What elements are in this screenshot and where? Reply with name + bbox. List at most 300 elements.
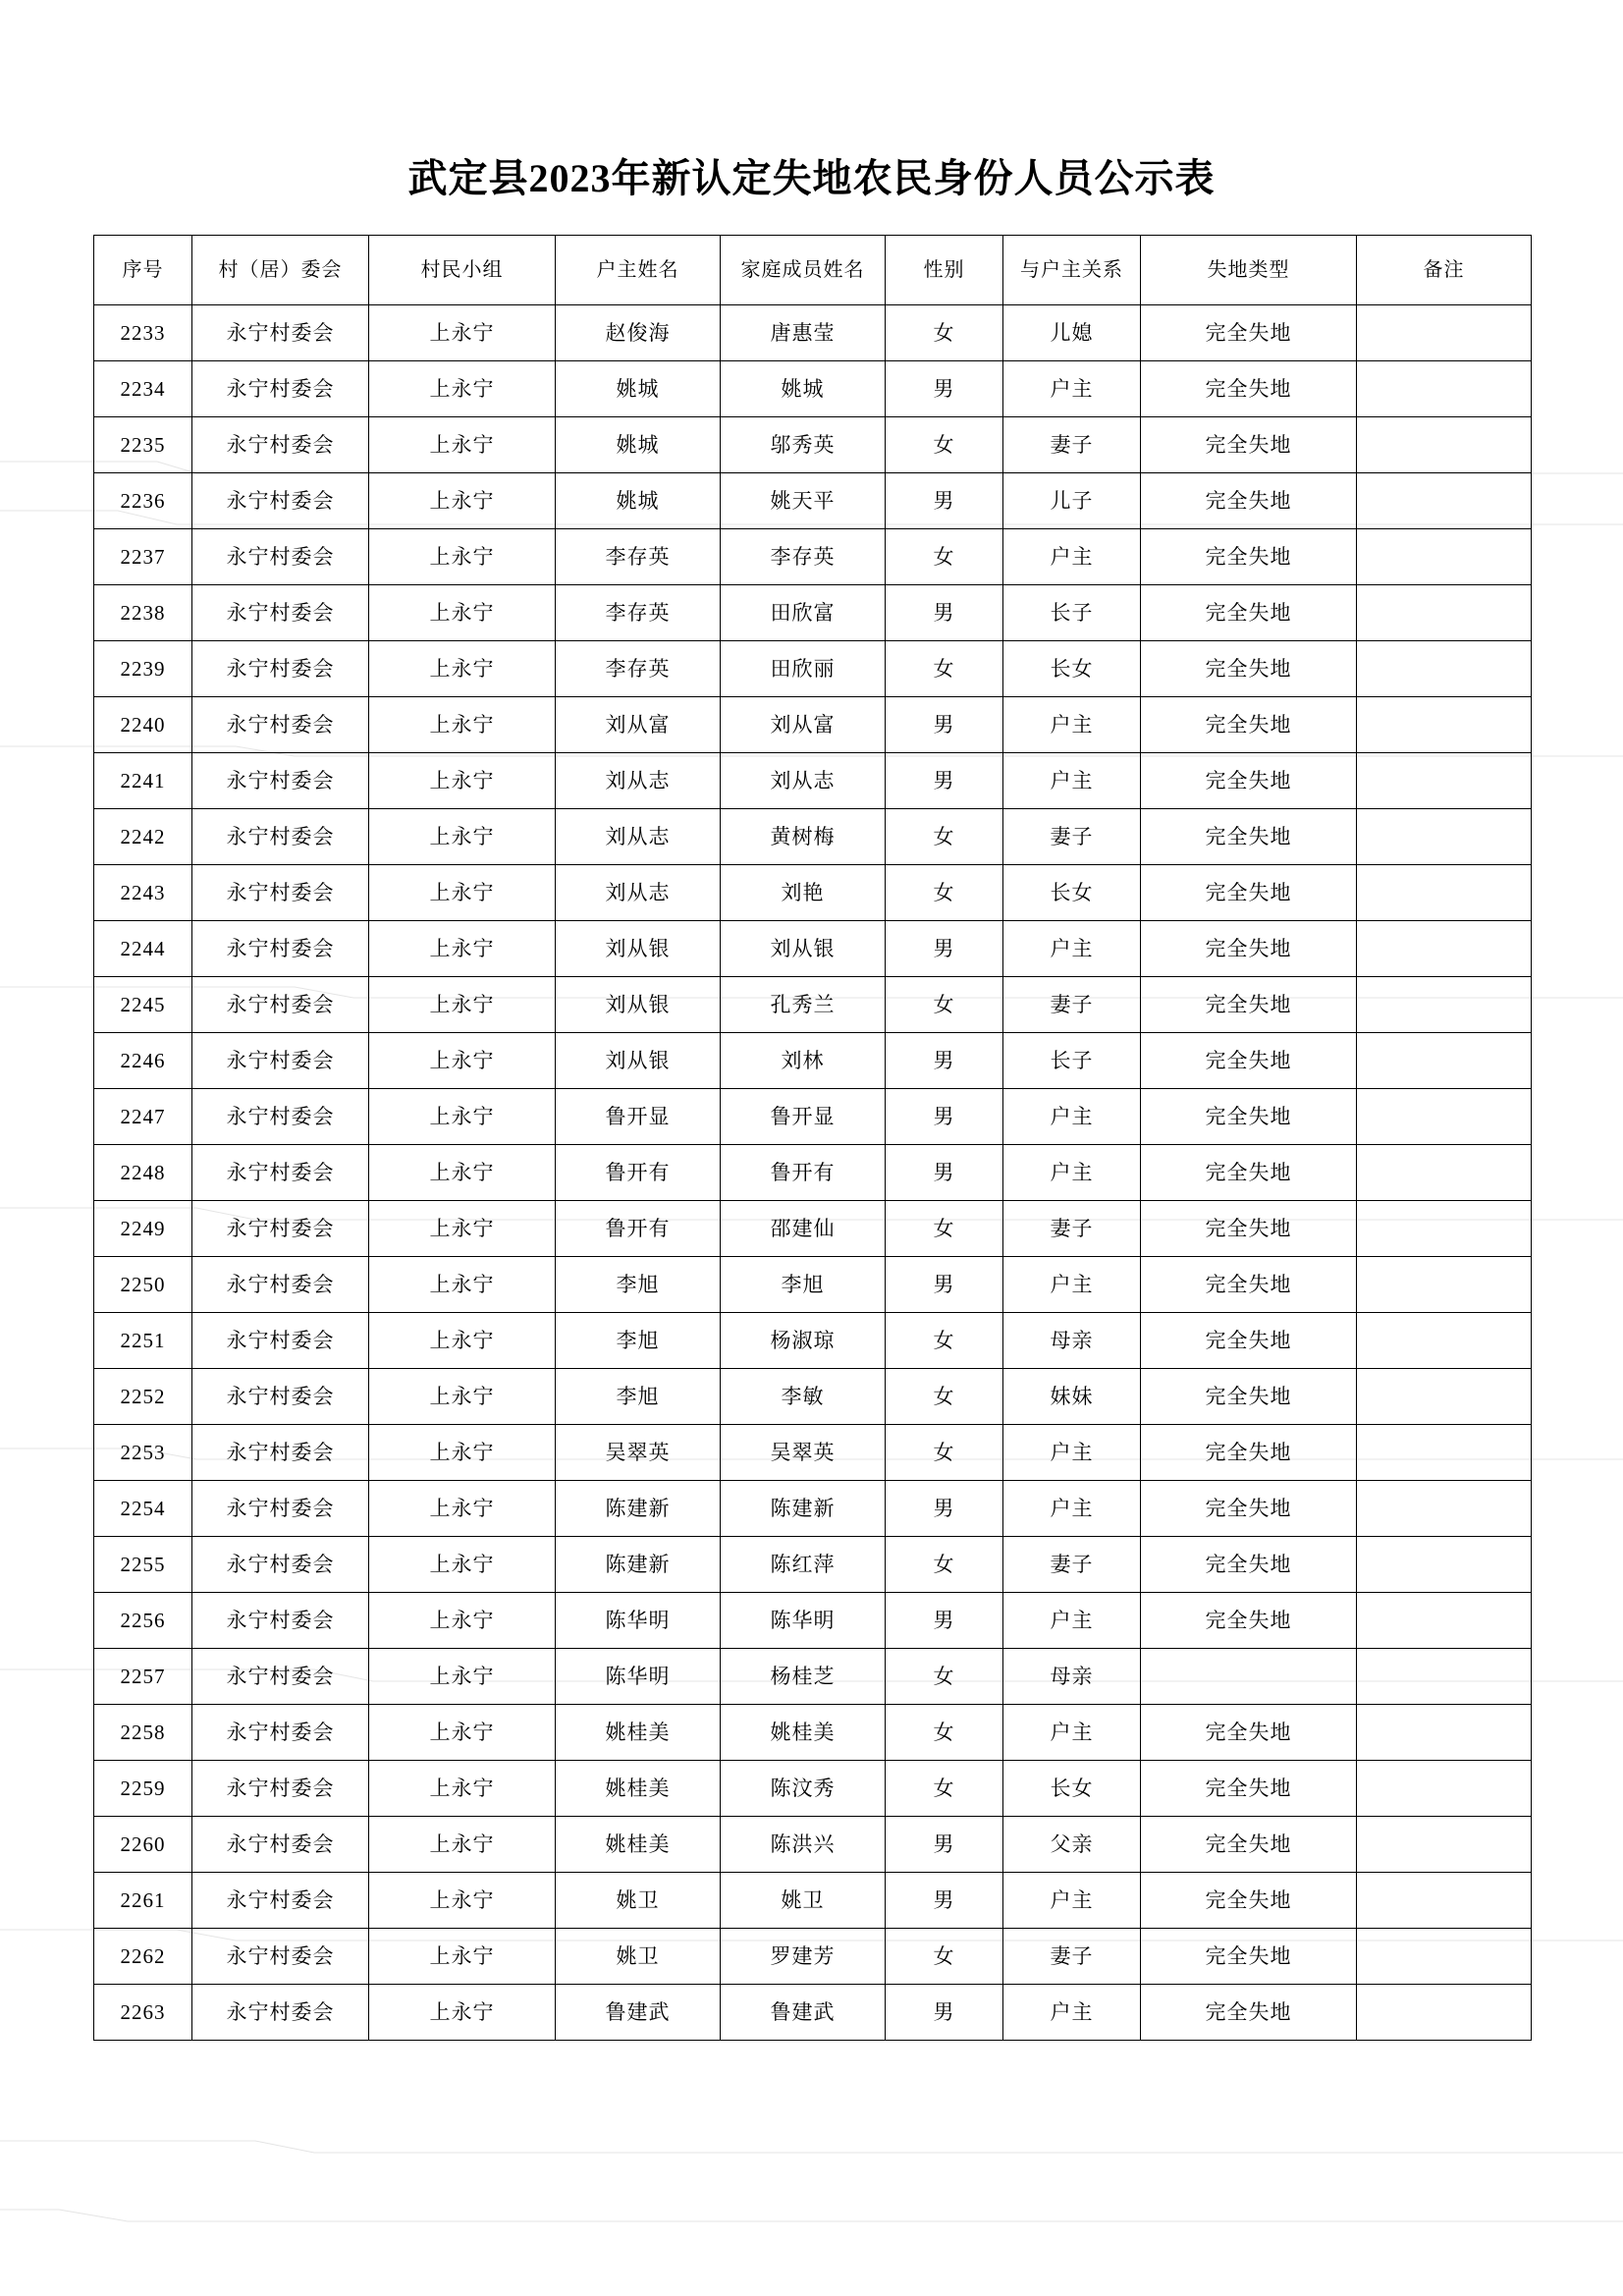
cell-gender: 男 — [886, 1257, 1003, 1313]
cell-villager-group: 上永宁 — [369, 809, 556, 865]
cell-remarks — [1357, 529, 1532, 585]
cell-index: 2252 — [94, 1369, 192, 1425]
column-header-remarks: 备注 — [1357, 236, 1532, 305]
cell-land-loss-type: 完全失地 — [1141, 641, 1357, 697]
cell-index: 2236 — [94, 473, 192, 529]
cell-village-committee: 永宁村委会 — [192, 1369, 369, 1425]
cell-householder-name: 陈华明 — [556, 1649, 721, 1705]
cell-householder-name: 李旭 — [556, 1257, 721, 1313]
cell-index: 2258 — [94, 1705, 192, 1761]
cell-village-committee: 永宁村委会 — [192, 1425, 369, 1481]
cell-relation: 儿媳 — [1003, 305, 1141, 361]
cell-remarks — [1357, 305, 1532, 361]
cell-villager-group: 上永宁 — [369, 361, 556, 417]
table-row — [94, 1313, 1532, 1369]
cell-remarks — [1357, 1369, 1532, 1425]
cell-relation: 妻子 — [1003, 809, 1141, 865]
cell-relation: 户主 — [1003, 361, 1141, 417]
cell-village-committee: 永宁村委会 — [192, 1817, 369, 1873]
cell-member-name: 鲁建武 — [721, 1985, 886, 2041]
cell-villager-group: 上永宁 — [369, 1593, 556, 1649]
cell-index: 2243 — [94, 865, 192, 921]
cell-householder-name: 李存英 — [556, 529, 721, 585]
cell-householder-name: 姚桂美 — [556, 1705, 721, 1761]
cell-householder-name: 刘从志 — [556, 865, 721, 921]
cell-remarks — [1357, 1033, 1532, 1089]
cell-villager-group: 上永宁 — [369, 697, 556, 753]
cell-index: 2254 — [94, 1481, 192, 1537]
table-row — [94, 1257, 1532, 1313]
cell-index: 2255 — [94, 1537, 192, 1593]
cell-land-loss-type: 完全失地 — [1141, 1425, 1357, 1481]
cell-relation: 户主 — [1003, 1257, 1141, 1313]
cell-member-name: 李敏 — [721, 1369, 886, 1425]
cell-relation: 母亲 — [1003, 1313, 1141, 1369]
cell-land-loss-type: 完全失地 — [1141, 1593, 1357, 1649]
cell-land-loss-type: 完全失地 — [1141, 473, 1357, 529]
table-row — [94, 697, 1532, 753]
cell-index: 2233 — [94, 305, 192, 361]
cell-gender: 女 — [886, 1201, 1003, 1257]
cell-villager-group: 上永宁 — [369, 1985, 556, 2041]
table-row — [94, 1537, 1532, 1593]
cell-land-loss-type: 完全失地 — [1141, 529, 1357, 585]
cell-householder-name: 鲁开有 — [556, 1145, 721, 1201]
cell-land-loss-type: 完全失地 — [1141, 1313, 1357, 1369]
cell-remarks — [1357, 1873, 1532, 1929]
cell-village-committee: 永宁村委会 — [192, 473, 369, 529]
cell-gender: 女 — [886, 865, 1003, 921]
column-header-villager-group: 村民小组 — [369, 236, 556, 305]
cell-relation: 户主 — [1003, 1481, 1141, 1537]
cell-land-loss-type: 完全失地 — [1141, 1033, 1357, 1089]
cell-index: 2257 — [94, 1649, 192, 1705]
cell-index: 2245 — [94, 977, 192, 1033]
cell-householder-name: 李存英 — [556, 641, 721, 697]
cell-remarks — [1357, 473, 1532, 529]
cell-relation: 妻子 — [1003, 1929, 1141, 1985]
cell-village-committee: 永宁村委会 — [192, 305, 369, 361]
cell-remarks — [1357, 753, 1532, 809]
cell-member-name: 田欣丽 — [721, 641, 886, 697]
cell-member-name: 杨淑琼 — [721, 1313, 886, 1369]
column-header-index: 序号 — [94, 236, 192, 305]
table-row — [94, 1369, 1532, 1425]
cell-remarks — [1357, 1649, 1532, 1705]
cell-villager-group: 上永宁 — [369, 1201, 556, 1257]
cell-index: 2238 — [94, 585, 192, 641]
cell-villager-group: 上永宁 — [369, 1033, 556, 1089]
cell-member-name: 刘艳 — [721, 865, 886, 921]
cell-gender: 男 — [886, 473, 1003, 529]
cell-remarks — [1357, 1593, 1532, 1649]
table-row — [94, 1649, 1532, 1705]
cell-villager-group: 上永宁 — [369, 1257, 556, 1313]
cell-village-committee: 永宁村委会 — [192, 1089, 369, 1145]
table-row — [94, 977, 1532, 1033]
cell-land-loss-type: 完全失地 — [1141, 1705, 1357, 1761]
cell-relation: 长子 — [1003, 585, 1141, 641]
cell-gender: 女 — [886, 1369, 1003, 1425]
cell-remarks — [1357, 1313, 1532, 1369]
cell-gender: 女 — [886, 641, 1003, 697]
cell-member-name: 陈汶秀 — [721, 1761, 886, 1817]
table-row — [94, 1481, 1532, 1537]
cell-index: 2246 — [94, 1033, 192, 1089]
cell-householder-name: 姚城 — [556, 361, 721, 417]
cell-index: 2237 — [94, 529, 192, 585]
cell-remarks — [1357, 1705, 1532, 1761]
cell-index: 2251 — [94, 1313, 192, 1369]
cell-index: 2256 — [94, 1593, 192, 1649]
cell-land-loss-type: 完全失地 — [1141, 1257, 1357, 1313]
cell-villager-group: 上永宁 — [369, 1873, 556, 1929]
table-row — [94, 753, 1532, 809]
cell-relation: 长女 — [1003, 1761, 1141, 1817]
cell-member-name: 唐惠莹 — [721, 305, 886, 361]
cell-gender: 女 — [886, 1761, 1003, 1817]
column-header-relation: 与户主关系 — [1003, 236, 1141, 305]
cell-village-committee: 永宁村委会 — [192, 1705, 369, 1761]
cell-index: 2244 — [94, 921, 192, 977]
table-row — [94, 585, 1532, 641]
column-header-member-name: 家庭成员姓名 — [721, 236, 886, 305]
table-row — [94, 1145, 1532, 1201]
cell-gender: 女 — [886, 1425, 1003, 1481]
cell-village-committee: 永宁村委会 — [192, 1257, 369, 1313]
table-row — [94, 529, 1532, 585]
cell-index: 2249 — [94, 1201, 192, 1257]
cell-householder-name: 赵俊海 — [556, 305, 721, 361]
cell-householder-name: 姚城 — [556, 473, 721, 529]
cell-gender: 女 — [886, 417, 1003, 473]
cell-relation: 长女 — [1003, 641, 1141, 697]
cell-villager-group: 上永宁 — [369, 529, 556, 585]
cell-member-name: 陈建新 — [721, 1481, 886, 1537]
cell-member-name: 姚天平 — [721, 473, 886, 529]
cell-village-committee: 永宁村委会 — [192, 529, 369, 585]
cell-land-loss-type: 完全失地 — [1141, 1369, 1357, 1425]
cell-villager-group: 上永宁 — [369, 1089, 556, 1145]
cell-gender: 男 — [886, 1033, 1003, 1089]
cell-village-committee: 永宁村委会 — [192, 1593, 369, 1649]
table-row — [94, 305, 1532, 361]
cell-relation: 户主 — [1003, 753, 1141, 809]
cell-villager-group: 上永宁 — [369, 1705, 556, 1761]
cell-gender: 女 — [886, 1705, 1003, 1761]
cell-householder-name: 鲁开显 — [556, 1089, 721, 1145]
cell-gender: 男 — [886, 585, 1003, 641]
cell-remarks — [1357, 1761, 1532, 1817]
cell-land-loss-type: 完全失地 — [1141, 1985, 1357, 2041]
table-row — [94, 1425, 1532, 1481]
column-header-land-loss-type: 失地类型 — [1141, 236, 1357, 305]
cell-gender: 女 — [886, 977, 1003, 1033]
cell-relation: 户主 — [1003, 1873, 1141, 1929]
table-row — [94, 921, 1532, 977]
table-header-row — [94, 236, 1532, 305]
cell-gender: 女 — [886, 1313, 1003, 1369]
cell-land-loss-type: 完全失地 — [1141, 417, 1357, 473]
cell-gender: 男 — [886, 753, 1003, 809]
cell-householder-name: 陈华明 — [556, 1593, 721, 1649]
cell-remarks — [1357, 1481, 1532, 1537]
cell-index: 2239 — [94, 641, 192, 697]
cell-member-name: 李存英 — [721, 529, 886, 585]
cell-village-committee: 永宁村委会 — [192, 1537, 369, 1593]
cell-householder-name: 姚桂美 — [556, 1761, 721, 1817]
cell-remarks — [1357, 1817, 1532, 1873]
cell-remarks — [1357, 1425, 1532, 1481]
cell-villager-group: 上永宁 — [369, 753, 556, 809]
cell-remarks — [1357, 1257, 1532, 1313]
cell-remarks — [1357, 361, 1532, 417]
table-row — [94, 1929, 1532, 1985]
cell-index: 2263 — [94, 1985, 192, 2041]
table-row — [94, 1985, 1532, 2041]
cell-village-committee: 永宁村委会 — [192, 977, 369, 1033]
cell-remarks — [1357, 1201, 1532, 1257]
column-header-gender: 性别 — [886, 236, 1003, 305]
cell-gender: 男 — [886, 1593, 1003, 1649]
cell-gender: 男 — [886, 1089, 1003, 1145]
cell-householder-name: 李旭 — [556, 1313, 721, 1369]
cell-remarks — [1357, 809, 1532, 865]
cell-householder-name: 李旭 — [556, 1369, 721, 1425]
cell-gender: 女 — [886, 529, 1003, 585]
cell-index: 2253 — [94, 1425, 192, 1481]
cell-land-loss-type: 完全失地 — [1141, 1089, 1357, 1145]
cell-villager-group: 上永宁 — [369, 1425, 556, 1481]
cell-village-committee: 永宁村委会 — [192, 921, 369, 977]
cell-householder-name: 刘从富 — [556, 697, 721, 753]
cell-village-committee: 永宁村委会 — [192, 641, 369, 697]
table-row — [94, 865, 1532, 921]
cell-village-committee: 永宁村委会 — [192, 1985, 369, 2041]
column-header-village-committee: 村（居）委会 — [192, 236, 369, 305]
cell-relation: 户主 — [1003, 529, 1141, 585]
cell-member-name: 刘从富 — [721, 697, 886, 753]
cell-villager-group: 上永宁 — [369, 1537, 556, 1593]
cell-member-name: 罗建芳 — [721, 1929, 886, 1985]
cell-gender: 男 — [886, 1873, 1003, 1929]
cell-member-name: 邵建仙 — [721, 1201, 886, 1257]
cell-land-loss-type: 完全失地 — [1141, 753, 1357, 809]
cell-index: 2240 — [94, 697, 192, 753]
cell-villager-group: 上永宁 — [369, 417, 556, 473]
cell-village-committee: 永宁村委会 — [192, 1649, 369, 1705]
table-row — [94, 361, 1532, 417]
cell-land-loss-type: 完全失地 — [1141, 977, 1357, 1033]
cell-householder-name: 姚城 — [556, 417, 721, 473]
cell-villager-group: 上永宁 — [369, 1313, 556, 1369]
cell-member-name: 刘林 — [721, 1033, 886, 1089]
cell-relation: 妻子 — [1003, 417, 1141, 473]
table-row — [94, 809, 1532, 865]
cell-householder-name: 刘从银 — [556, 921, 721, 977]
cell-villager-group: 上永宁 — [369, 1649, 556, 1705]
cell-villager-group: 上永宁 — [369, 1369, 556, 1425]
cell-villager-group: 上永宁 — [369, 1929, 556, 1985]
cell-land-loss-type — [1141, 1649, 1357, 1705]
table-row — [94, 1817, 1532, 1873]
cell-land-loss-type: 完全失地 — [1141, 809, 1357, 865]
cell-land-loss-type: 完全失地 — [1141, 1201, 1357, 1257]
cell-member-name: 孔秀兰 — [721, 977, 886, 1033]
cell-village-committee: 永宁村委会 — [192, 1313, 369, 1369]
cell-gender: 男 — [886, 1145, 1003, 1201]
cell-member-name: 陈华明 — [721, 1593, 886, 1649]
cell-villager-group: 上永宁 — [369, 921, 556, 977]
cell-member-name: 陈洪兴 — [721, 1817, 886, 1873]
cell-member-name: 杨桂芝 — [721, 1649, 886, 1705]
cell-relation: 户主 — [1003, 1705, 1141, 1761]
cell-householder-name: 陈建新 — [556, 1481, 721, 1537]
cell-member-name: 姚卫 — [721, 1873, 886, 1929]
cell-relation: 户主 — [1003, 1425, 1141, 1481]
cell-member-name: 陈红萍 — [721, 1537, 886, 1593]
cell-relation: 户主 — [1003, 1985, 1141, 2041]
cell-householder-name: 姚桂美 — [556, 1817, 721, 1873]
cell-land-loss-type: 完全失地 — [1141, 697, 1357, 753]
cell-gender: 男 — [886, 1985, 1003, 2041]
cell-remarks — [1357, 697, 1532, 753]
cell-relation: 户主 — [1003, 921, 1141, 977]
cell-member-name: 田欣富 — [721, 585, 886, 641]
cell-villager-group: 上永宁 — [369, 1761, 556, 1817]
cell-village-committee: 永宁村委会 — [192, 585, 369, 641]
cell-village-committee: 永宁村委会 — [192, 809, 369, 865]
cell-index: 2248 — [94, 1145, 192, 1201]
table-row — [94, 1089, 1532, 1145]
cell-index: 2250 — [94, 1257, 192, 1313]
cell-land-loss-type: 完全失地 — [1141, 865, 1357, 921]
table-row — [94, 641, 1532, 697]
cell-village-committee: 永宁村委会 — [192, 1873, 369, 1929]
cell-land-loss-type: 完全失地 — [1141, 361, 1357, 417]
cell-land-loss-type: 完全失地 — [1141, 1145, 1357, 1201]
cell-index: 2242 — [94, 809, 192, 865]
cell-index: 2234 — [94, 361, 192, 417]
cell-village-committee: 永宁村委会 — [192, 1761, 369, 1817]
cell-householder-name: 刘从银 — [556, 977, 721, 1033]
cell-gender: 男 — [886, 1817, 1003, 1873]
cell-gender: 女 — [886, 305, 1003, 361]
cell-householder-name: 刘从银 — [556, 1033, 721, 1089]
cell-remarks — [1357, 865, 1532, 921]
cell-villager-group: 上永宁 — [369, 977, 556, 1033]
cell-householder-name: 鲁开有 — [556, 1201, 721, 1257]
cell-land-loss-type: 完全失地 — [1141, 1761, 1357, 1817]
cell-land-loss-type: 完全失地 — [1141, 921, 1357, 977]
column-header-householder-name: 户主姓名 — [556, 236, 721, 305]
cell-villager-group: 上永宁 — [369, 473, 556, 529]
cell-index: 2241 — [94, 753, 192, 809]
cell-index: 2260 — [94, 1817, 192, 1873]
cell-remarks — [1357, 417, 1532, 473]
cell-remarks — [1357, 641, 1532, 697]
cell-land-loss-type: 完全失地 — [1141, 1929, 1357, 1985]
cell-member-name: 李旭 — [721, 1257, 886, 1313]
cell-member-name: 刘从志 — [721, 753, 886, 809]
cell-householder-name: 姚卫 — [556, 1929, 721, 1985]
cell-householder-name: 鲁建武 — [556, 1985, 721, 2041]
cell-village-committee: 永宁村委会 — [192, 753, 369, 809]
cell-village-committee: 永宁村委会 — [192, 1481, 369, 1537]
cell-remarks — [1357, 1537, 1532, 1593]
public-notice-table — [93, 235, 1532, 2041]
cell-index: 2262 — [94, 1929, 192, 1985]
cell-index: 2259 — [94, 1761, 192, 1817]
cell-householder-name: 陈建新 — [556, 1537, 721, 1593]
cell-index: 2247 — [94, 1089, 192, 1145]
cell-member-name: 姚城 — [721, 361, 886, 417]
table-row — [94, 1201, 1532, 1257]
cell-land-loss-type: 完全失地 — [1141, 1817, 1357, 1873]
cell-relation: 户主 — [1003, 1145, 1141, 1201]
table-row — [94, 1705, 1532, 1761]
table-row — [94, 417, 1532, 473]
cell-villager-group: 上永宁 — [369, 1817, 556, 1873]
table-row — [94, 473, 1532, 529]
cell-land-loss-type: 完全失地 — [1141, 1873, 1357, 1929]
cell-remarks — [1357, 921, 1532, 977]
cell-gender: 女 — [886, 1537, 1003, 1593]
cell-member-name: 鲁开有 — [721, 1145, 886, 1201]
cell-member-name: 黄树梅 — [721, 809, 886, 865]
cell-relation: 儿子 — [1003, 473, 1141, 529]
cell-member-name: 吴翠英 — [721, 1425, 886, 1481]
cell-village-committee: 永宁村委会 — [192, 865, 369, 921]
cell-village-committee: 永宁村委会 — [192, 1201, 369, 1257]
cell-member-name: 姚桂美 — [721, 1705, 886, 1761]
cell-householder-name: 刘从志 — [556, 753, 721, 809]
cell-gender: 男 — [886, 1481, 1003, 1537]
cell-land-loss-type: 完全失地 — [1141, 1481, 1357, 1537]
cell-village-committee: 永宁村委会 — [192, 361, 369, 417]
cell-villager-group: 上永宁 — [369, 641, 556, 697]
cell-householder-name: 刘从志 — [556, 809, 721, 865]
cell-villager-group: 上永宁 — [369, 1481, 556, 1537]
table-body — [94, 305, 1532, 2041]
cell-relation: 户主 — [1003, 697, 1141, 753]
cell-gender: 男 — [886, 697, 1003, 753]
table-row — [94, 1033, 1532, 1089]
cell-village-committee: 永宁村委会 — [192, 1145, 369, 1201]
cell-member-name: 刘从银 — [721, 921, 886, 977]
cell-gender: 女 — [886, 1649, 1003, 1705]
cell-member-name: 邬秀英 — [721, 417, 886, 473]
cell-villager-group: 上永宁 — [369, 305, 556, 361]
cell-index: 2261 — [94, 1873, 192, 1929]
cell-householder-name: 李存英 — [556, 585, 721, 641]
cell-village-committee: 永宁村委会 — [192, 417, 369, 473]
table-row — [94, 1761, 1532, 1817]
cell-gender: 女 — [886, 809, 1003, 865]
cell-relation: 妻子 — [1003, 1201, 1141, 1257]
cell-relation: 妻子 — [1003, 977, 1141, 1033]
cell-villager-group: 上永宁 — [369, 1145, 556, 1201]
cell-land-loss-type: 完全失地 — [1141, 305, 1357, 361]
cell-remarks — [1357, 585, 1532, 641]
cell-village-committee: 永宁村委会 — [192, 697, 369, 753]
cell-villager-group: 上永宁 — [369, 865, 556, 921]
cell-village-committee: 永宁村委会 — [192, 1033, 369, 1089]
cell-remarks — [1357, 1145, 1532, 1201]
cell-villager-group: 上永宁 — [369, 585, 556, 641]
page-title: 武定县2023年新认定失地农民身份人员公示表 — [407, 156, 1216, 200]
cell-relation: 户主 — [1003, 1089, 1141, 1145]
